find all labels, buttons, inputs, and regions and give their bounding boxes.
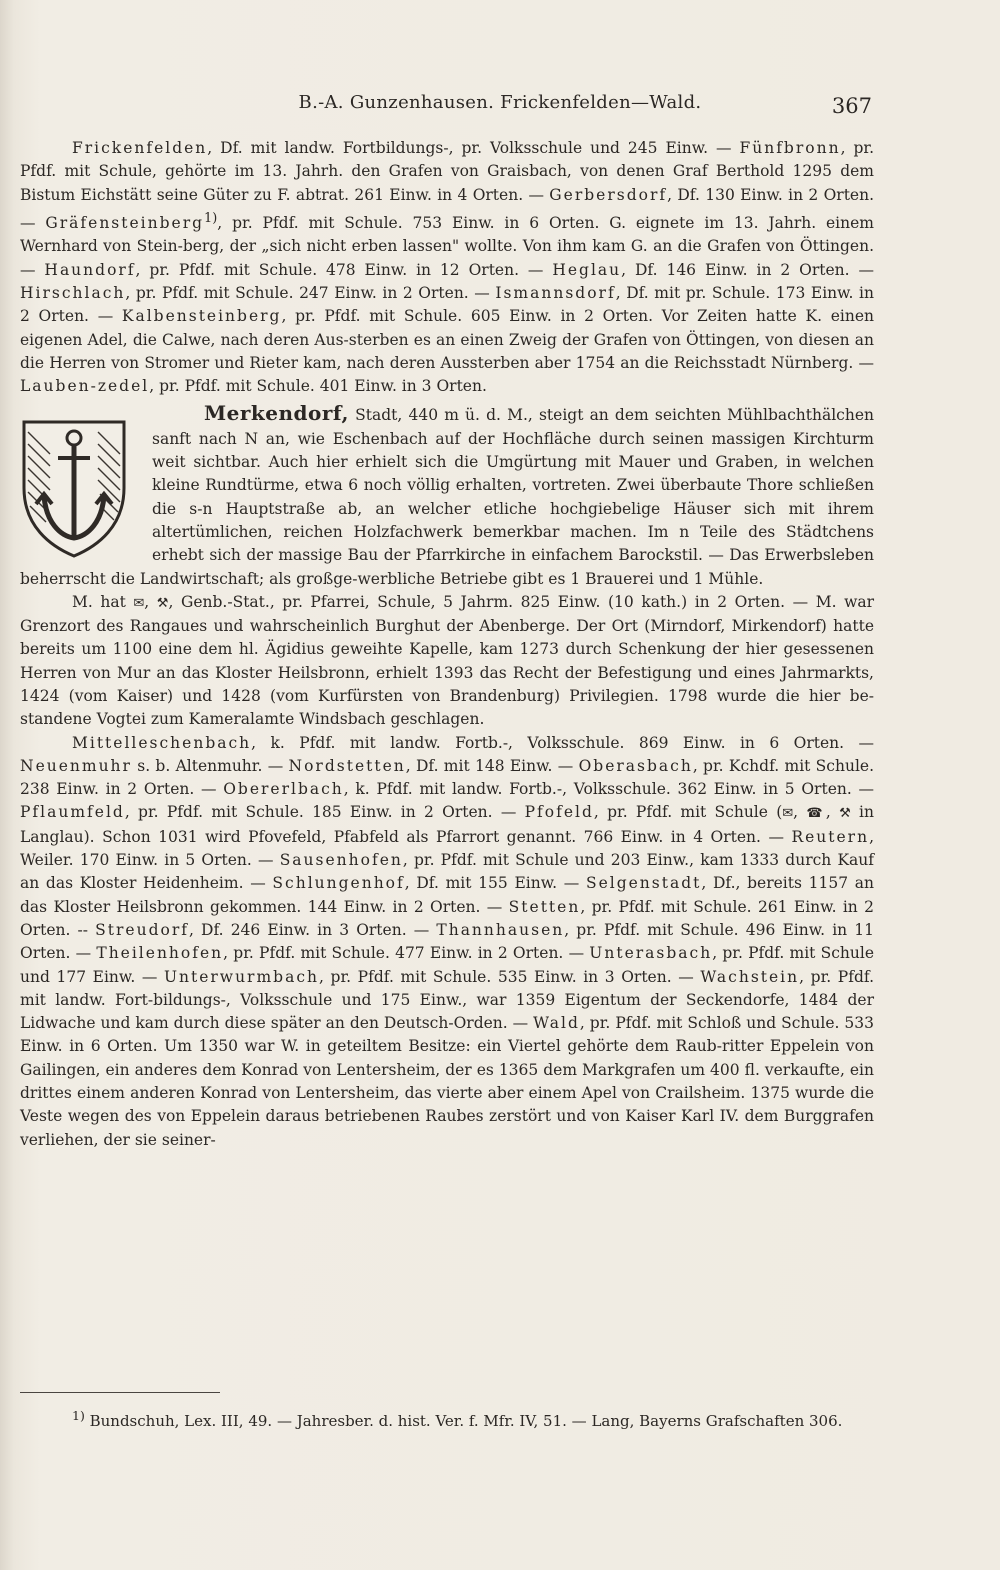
paragraph-merkendorf-history <box>20 591 874 732</box>
place-name: Pfofeld <box>524 803 594 822</box>
place-name: Ismannsdorf <box>495 283 616 302</box>
footnote <box>20 1404 874 1433</box>
place-name: Oberasbach <box>578 756 693 775</box>
entry-text: , pr. Pfdf. mit Schule. 261 Einw. in 2 Orten. -- <box>20 897 874 939</box>
coat-of-arms-image <box>20 418 128 560</box>
main-text <box>20 137 874 1152</box>
history-text: M. hat <box>72 592 134 611</box>
place-name: Mittelleschenbach <box>72 733 252 752</box>
place-name: Nordstetten <box>288 756 406 775</box>
entry-text: , pr. Pfdf. mit Schule und 203 Einw., kam 1333 durch Kauf an das Kloster Heidenheim. — <box>20 851 874 893</box>
post-office-icon: ✉ <box>133 595 145 611</box>
entry-text: , Df. mit landw. Fortbildungs-, pr. Volksschule und 245 Einw. — <box>207 139 740 157</box>
place-name: Thannhausen <box>436 920 565 939</box>
place-name: Schlungenhof <box>272 874 405 893</box>
merkendorf-text <box>20 406 874 587</box>
paragraph-frickenfelden <box>20 137 874 398</box>
place-name: Wachstein <box>700 967 800 986</box>
history-text: , <box>144 592 157 611</box>
entry-text: , pr. Pfdf. mit Schule. 496 Einw. in 11 Orten. — <box>20 920 874 963</box>
railway-icon: ⚒ <box>839 806 851 822</box>
entry-text: , pr. Pfdf. mit Schule. 247 Einw. in 2 Orten. — <box>125 283 496 302</box>
place-name: Stetten <box>508 897 581 916</box>
place-name: Streudorf <box>95 920 189 939</box>
footnote-divider <box>20 1392 220 1393</box>
entry-text: , Weiler. 170 Einw. in 5 Orten. — <box>20 827 874 870</box>
place-name: Pflaumfeld <box>20 803 125 822</box>
paragraph-merkendorf <box>20 402 874 590</box>
merkendorf-description: Stadt, 440 m ü. d. M., steigt an dem seichten Mühlbachthälchen sanft nach N an, wie Eschenbach auf der Hochfläche durch seinen massigen Kirchturm weit sichtbar. Auch hier erhielt sich die Umgürtung mit Mauer und Graben, in welchen kleine Rundtürme, etwa 6 noch völlig erhalten, vortreten. Zwei überbaute Thore schließen die s-n Hauptstraße ab, an welcher etliche hochgiebelige Häuser sich mit ihrem altertümlichen, reichen Holzfachwerk bemerkbar machen. Im n Teile des Städtchens erhebt sich der massige Bau der Pfarrkirche in einfachem Barockstil. — Das Erwerbsleben beherrscht die Landwirtschaft; als großge-werbliche Betriebe gibt es 1 Brauerei und 1 Mühle. <box>20 406 874 588</box>
place-name: Unterwurmbach <box>163 967 319 986</box>
place-name: Gerbersdorf <box>549 185 668 204</box>
place-name: Neuenmuhr <box>20 756 132 775</box>
telegraph-icon: ☎ <box>806 806 826 822</box>
entry-text: , Df. 130 Einw. in 2 Orten. — <box>20 185 874 233</box>
entry-text: , Df. mit 148 Einw. — <box>405 756 579 775</box>
history-text: , Genb.-Stat., pr. Pfarrei, Schule, 5 Jahrm. 825 Einw. (10 kath.) in 2 Orten. — M. war Grenzort des Rangaues und wahrscheinlich Burghut der Abenberge. Der Ort (Mirndorf, Mirkendorf) hatte bereits um 1100 eine dem hl. Ägidius geweihte Kapelle, kam 1273 durch Schenkung der hier gesessenen Herren von Mur an das Kloster Heilsbronn, erhielt 1393 das Recht der Befestigung und eines Jahrmarkts, 1424 (vom Kaiser) und 1428 (vom Kurfürsten von Brandenburg) Privilegien. 1798 wurde die hier be-standene Vogtei zum Kameralamte Windsbach geschlagen. <box>20 592 874 729</box>
entry-text: , pr. Pfdf. mit Schule. 477 Einw. in 2 Orten. — <box>223 944 590 963</box>
entry-text: s. b. Altenmuhr. — <box>131 756 289 775</box>
entry-text: , pr. Kchdf. mit Schule. 238 Einw. in 2 Orten. — <box>20 756 874 799</box>
place-name: Heglau <box>552 260 622 279</box>
place-name: Fünfbronn <box>739 139 841 157</box>
place-name: Selgenstadt <box>585 874 702 893</box>
entry-text: , Df. 146 Einw. in 2 Orten. — <box>621 260 874 279</box>
entry-text: , pr. Pfdf. mit Schule ( <box>593 803 783 822</box>
entry-text: , pr. Pfdf. mit Schule und 177 Einw. — <box>20 944 874 986</box>
railway-icon: ⚒ <box>156 595 169 611</box>
entry-text: , k. Pfdf. mit landw. Fortb.-, Volksschule. 869 Einw. in 6 Orten. — <box>251 733 874 752</box>
place-name: Wald <box>533 1014 580 1033</box>
page-header <box>0 88 1000 118</box>
running-title: B.-A. Gunzenhausen. Frickenfelden—Wald. <box>298 92 702 113</box>
place-name: Kalbensteinberg <box>121 307 282 326</box>
anchor-icon <box>20 418 128 560</box>
place-name: Obererlbach <box>223 780 344 799</box>
place-name: Hirschlach <box>20 283 126 302</box>
entry-text: , Df., bereits 1157 an das Kloster Heilsbronn gekommen. 144 Einw. in 2 Orten. — <box>20 874 875 916</box>
place-name: Lauben-zedel <box>20 377 150 396</box>
footnote-marker: 1) <box>72 1408 85 1423</box>
place-name: Haundorf <box>44 260 136 279</box>
entry-text: , pr. Pfdf. mit Schule. 605 Einw. in 2 Orten. Vor Zeiten hatte K. einen eigenen Adel, die Calwe, nach deren Aus-sterben es an einen Zweig der Grafen von Öttingen, von diesen an die Herren von Stromer und Rieter kam, nach deren Aussterben aber 1754 an die Reichsstadt Nürnberg. — <box>20 307 874 372</box>
page-number: 367 <box>831 94 872 118</box>
place-name: Reutern <box>791 827 870 846</box>
entry-text: , Df. 246 Einw. in 3 Orten. — <box>188 920 437 939</box>
place-name: Gräfensteinberg <box>45 214 205 233</box>
footnote-reference: 1) <box>204 210 218 226</box>
entry-text: , pr. Pfdf. mit Schule. 401 Einw. in 3 Orten. <box>149 377 487 396</box>
paragraph-mittelleschenbach: Mittelleschenbach, k. Pfdf. mit landw. Fortb.-, Volksschule. 869 Einw. in 6 Orten. — Neuenmuhr s. b. Altenmuhr. — Nordstetten, Df. mit 148 Einw. — Oberasbach, pr. Kchdf. mit Schule. 238 Einw. in 2 Orten. — Obererlbach, k. Pfdf. mit landw. Fortb.-, Volksschule. 362 Einw. in 5 Orten. — Pflaumfeld, pr. Pfdf. mit Schule. 185 Einw. in 2 Orten. — Pfofeld, pr. Pfdf. mit Schule (✉, ☎, ⚒ in Langlau). Schon 1031 wird Pfovefeld, Pfabfeld als Pfarrort genannt. 766 Einw. in 4 Orten. — Reutern, Weiler. 170 Einw. in 5 Orten. — Sausenhofen, pr. Pfdf. mit Schule und 203 Einw., kam 1333 durch Kauf an das Kloster Heidenheim. — Schlungenhof, Df. mit 155 Einw. — Selgenstadt, Df., bereits 1157 an das Kloster Heilsbronn gekommen. 144 Einw. in 2 Orten. — Stetten, pr. Pfdf. mit Schule. 261 Einw. in 2 Orten. -- Streudorf, Df. 246 Einw. in 3 Orten. — Thannhausen, pr. Pfdf. mit Schule. 496 Einw. in 11 Orten. — Theilenhofen, pr. Pfdf. mit Schule. 477 Einw. in 2 Orten. — Unterasbach, pr. Pfdf. mit Schule und 177 Einw. — Unterwurmbach, pr. Pfdf. mit Schule. 535 Einw. in 3 Orten. — Wachstein, pr. Pfdf. mit landw. Fort-bildungs-, Volksschule und 175 Einw., war 1359 Eigentum der Seckendorfe, 1484 der Lidwache und kam durch diese später an den Deutsch-Orden. — Wald, pr. Pfdf. mit Schloß und Schule. 533 Einw. in 6 Orten. Um 1350 war W. in geteiltem Besitze: ein Viertel gehörte dem Raub-ritter Eppelein von Gailingen, ein anderes dem Konrad von Lentersheim, der es 1365 dem Markgrafen um 400 fl. verkaufte, ein drittes einem anderen Konrad von Lentersheim, das vierte aber einem Apel von Crailsheim. 1375 wurde die Veste wegen des von Eppelein daraus betriebenen Raubes zerstört und von Kaiser Karl IV. dem Burggrafen verliehen, der sie seiner- <box>20 733 875 1149</box>
footnote-content: Bundschuh, Lex. III, 49. — Jahresber. d. hist. Ver. f. Mfr. IV, 51. — Lang, Bayerns Grafschaften 306. <box>84 1412 843 1430</box>
footnote-text <box>20 1404 874 1433</box>
entry-text: , pr. Pfdf. mit Schule. 753 Einw. in 6 Orten. G. eignete im 13. Jahrh. einem Wernhard von Stein-berg, der „sich nicht erben lassen" wollte. Von ihm kam G. an die Grafen von Öttingen. — <box>20 214 874 279</box>
entry-text: in Langlau). Schon 1031 wird Pfovefeld, Pfabfeld als Pfarrort genannt. 766 Einw. in 4 Orten. — <box>20 803 874 846</box>
entry-text: , pr. Pfdf. mit Schule, gehörte im 13. Jahrh. den Grafen von Graisbach, von denen Graf Berthold 1295 dem Bistum Eichstätt seine Güter zu F. abtrat. 261 Einw. in 4 Orten. — <box>20 139 874 204</box>
entry-text: , Df. mit pr. Schule. 173 Einw. in 2 Orten. — <box>20 283 874 326</box>
place-name: Sausenhofen <box>279 851 403 870</box>
entry-text: , pr. Pfdf. mit Schule. 478 Einw. in 12 Orten. — <box>135 260 553 279</box>
entry-text: , Df. mit 155 Einw. — <box>404 874 586 893</box>
entry-text: , pr. Pfdf. mit Schloß und Schule. 533 Einw. in 6 Orten. Um 1350 war W. in geteiltem Besitze: ein Viertel gehörte dem Raub-ritter Eppelein von Gailingen, ein anderes dem Konrad von Lentersheim, der es 1365 dem Markgrafen um 400 fl. verkaufte, ein drittes einem anderen Konrad von Lentersheim, das vierte aber einem Apel von Crailsheim. 1375 wurde die Veste wegen des von Eppelein daraus betriebenen Raubes zerstört und von Kaiser Karl IV. dem Burggrafen verliehen, der sie seiner- <box>20 1014 874 1149</box>
entry-text: , pr. Pfdf. mit Schule. 535 Einw. in 3 Orten. — <box>319 967 701 986</box>
place-heading-merkendorf: Merkendorf, <box>204 401 350 426</box>
entry-text: , pr. Pfdf. mit Schule. 185 Einw. in 2 Orten. — <box>124 803 525 822</box>
post-office-icon: ✉ <box>782 806 794 822</box>
place-name: Theilenhofen <box>96 944 224 963</box>
entry-text: , k. Pfdf. mit landw. Fortb.-, Volksschule. 362 Einw. in 5 Orten. — <box>343 780 874 799</box>
place-name: Frickenfelden <box>72 139 208 157</box>
entry-text: , pr. Pfdf. mit landw. Fort-bildungs-, Volksschule und 175 Einw., war 1359 Eigentum der Seckendorfe, 1484 der Lidwache und kam durch diese später an den Deutsch-Orden. — <box>20 967 874 1033</box>
place-name: Unterasbach <box>589 944 713 963</box>
